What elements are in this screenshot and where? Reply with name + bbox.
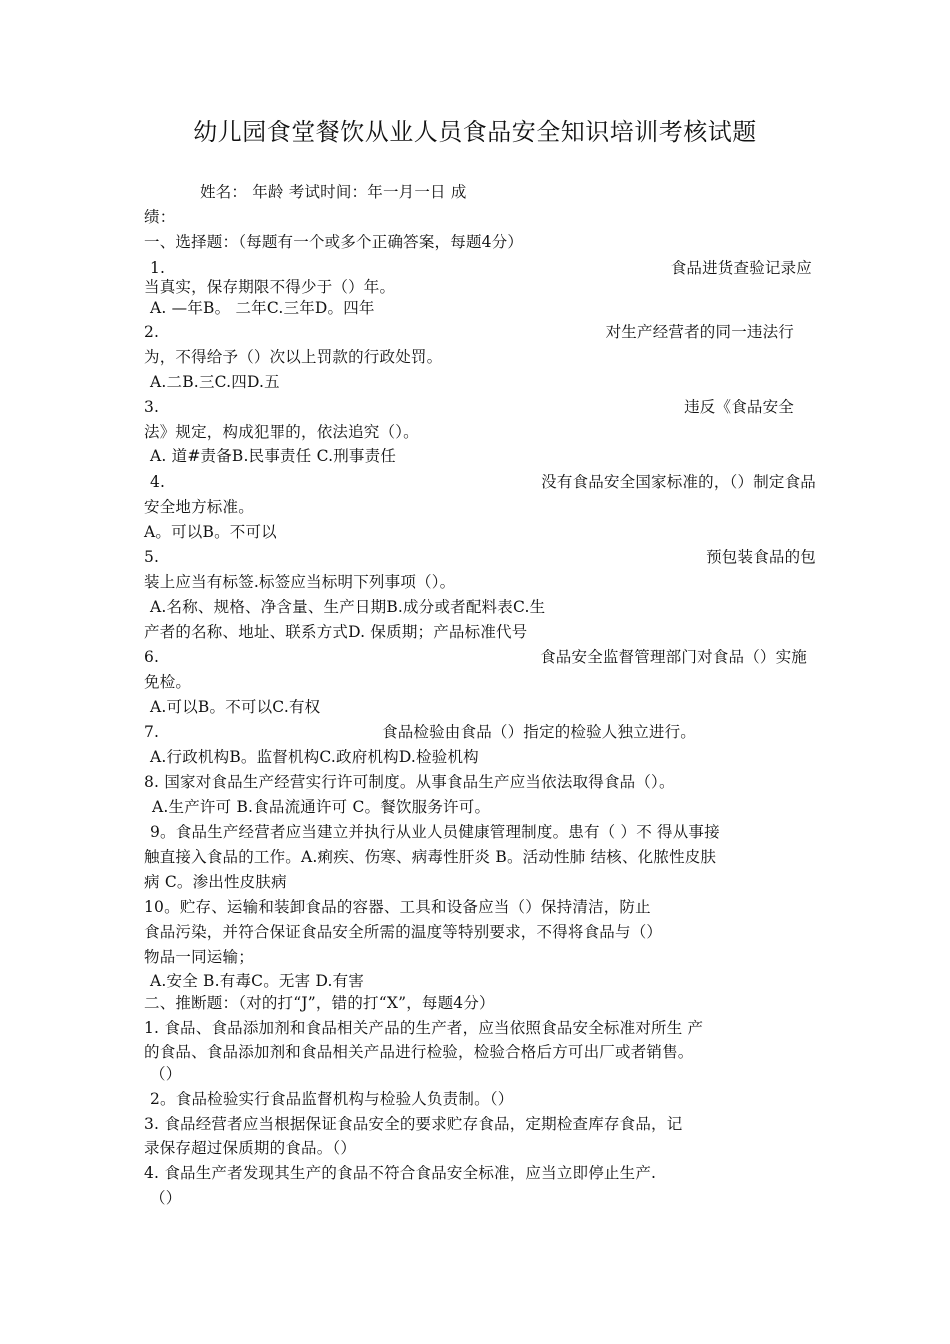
- question-number: 4.: [150, 473, 166, 491]
- question-options: A.二B.三C.四D.五: [150, 373, 280, 391]
- judgement-item: 的食品、食品添加剂和食品相关产品进行检验，检验合格后方可出厂或者销售。: [144, 1043, 694, 1061]
- question-options: A.可以B。不可以C.有权: [150, 698, 321, 716]
- question-text: 8. 国家对食品生产经营实行许可制度。从事食品生产应当依法取得食品（）。: [144, 773, 675, 791]
- question-options: A.名称、规格、净含量、生产日期B.成分或者配料表C.生: [150, 598, 546, 616]
- answer-blank: （）: [150, 1065, 182, 1083]
- question-text: 食品污染，并符合保证食品安全所需的温度等特别要求，不得将食品与（）: [144, 923, 663, 941]
- judgement-item: 录保存超过保质期的食品。（）: [144, 1139, 357, 1157]
- judgement-item: 1. 食品、食品添加剂和食品相关产品的生产者，应当依照食品安全标准对所生 产: [144, 1019, 704, 1037]
- page-title: 幼儿园食堂餐饮从业人员食品安全知识培训考核试题: [193, 118, 757, 146]
- section-heading: 一、选择题：（每题有一个或多个正确答案，每题4分）: [144, 233, 524, 251]
- question-options: A.生产许可 B.食品流通许可 C。餐饮服务许可。: [152, 798, 491, 816]
- question-text: 预包装食品的包: [706, 548, 816, 566]
- question-text: 当真实，保存期限不得少于（）年。: [144, 278, 396, 296]
- question-number: 5.: [144, 548, 160, 566]
- question-text: 食品检验由食品（）指定的检验人独立进行。: [382, 723, 697, 741]
- question-text: 装上应当有标签.标签应当标明下列事项（）。: [144, 573, 456, 591]
- question-text: 为，不得给予（）次以上罚款的行政处罚。: [144, 348, 443, 366]
- judgement-item: 4. 食品生产者发现其生产的食品不符合食品安全标准，应当立即停止生产.: [144, 1164, 657, 1182]
- question-text: 物品一同运输；: [144, 948, 254, 966]
- question-options: 产者的名称、地址、联系方式D. 保质期；产品标准代号: [144, 623, 528, 641]
- question-text: 法》规定，构成犯罪的，依法追究（）。: [144, 423, 419, 441]
- question-text: 10。贮存、运输和装卸食品的容器、工具和设备应当（）保持清洁，防止: [144, 898, 651, 916]
- question-text: 病 C。渗出性皮肤病: [144, 873, 287, 891]
- question-number: 2.: [144, 323, 160, 341]
- question-text: 没有食品安全国家标准的，（）制定食品: [541, 473, 816, 491]
- question-options: A。可以B。不可以: [144, 523, 277, 541]
- exam-header-score: 绩：: [144, 208, 176, 226]
- question-options: A.安全 B.有毒C。无害 D.有害: [150, 972, 365, 990]
- question-text: 食品进货查验记录应: [670, 259, 812, 277]
- question-number: 3.: [144, 398, 160, 416]
- section-heading: 二、推断题：（对的打“J”，错的打“X”，每题4分）: [144, 994, 495, 1012]
- judgement-item: 3. 食品经营者应当根据保证食品安全的要求贮存食品，定期检查库存食品，记: [144, 1115, 683, 1133]
- judgement-item: 2。食品检验实行食品监督机构与检验人负责制。（）: [150, 1090, 514, 1108]
- question-text: 触直接入食品的工作。A.痢疾、伤寒、病毒性肝炎 B。活动性肺 结核、化脓性皮肤: [144, 848, 717, 866]
- question-text: 对生产经营者的同一违法行: [605, 323, 794, 341]
- question-text: 免检。: [144, 673, 192, 691]
- question-text: 食品安全监督管理部门对食品（）实施: [540, 648, 807, 666]
- question-text: 安全地方标准。: [144, 498, 254, 516]
- question-text: 违反《食品安全: [684, 398, 794, 416]
- question-options: A.行政机构B。监督机构C.政府机构D.检验机构: [150, 748, 479, 766]
- question-text: 9。食品生产经营者应当建立并执行从业人员健康管理制度。患有（ ）不 得从事接: [150, 823, 720, 841]
- question-number: 7.: [144, 723, 160, 741]
- exam-header-info: 姓名： 年龄 考试时间：年一月一日 成: [200, 183, 467, 201]
- question-number: 6.: [144, 648, 160, 666]
- question-options: A. —年B。 二年C.三年D。四年: [150, 299, 375, 317]
- question-number: 1.: [150, 259, 166, 277]
- answer-blank: （）: [150, 1189, 182, 1207]
- question-options: A. 道#责备B.民事责任 C.刑事责任: [150, 447, 397, 465]
